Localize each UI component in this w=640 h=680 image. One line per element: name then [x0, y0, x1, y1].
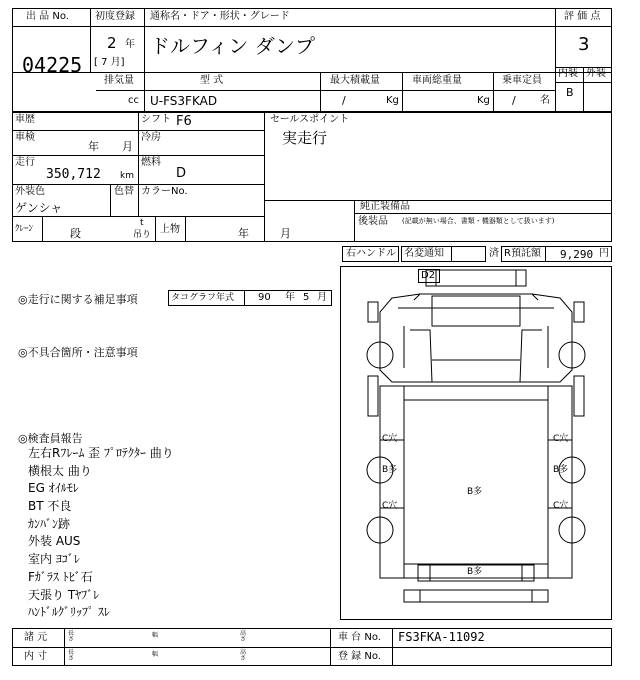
sales-point-value: 実走行 [282, 129, 328, 147]
tachograph-year-unit: 年 [285, 292, 295, 303]
recycle-label: R預託額 [504, 248, 541, 259]
mileage-label: 走行 [15, 157, 35, 168]
displacement-unit: cc [128, 95, 139, 106]
exterior-color-value: ゲンシャ [15, 201, 63, 215]
steering-value: 右ハンドル [346, 248, 396, 259]
shift-value: F6 [176, 114, 192, 129]
inspector-note: BT 不良 [28, 499, 72, 514]
tachograph-label: タコグラフ年式 [171, 293, 235, 303]
name-change-label: 名変通知 [404, 248, 444, 259]
mark-left-rear: C穴 [382, 501, 398, 511]
tachograph-month-unit: 月 [317, 292, 327, 303]
height-label: 高さ [240, 630, 247, 643]
inspection-year-unit: 年 [88, 140, 99, 153]
registration-month: [ 7 月] [94, 57, 125, 68]
color-number-label: カラーNo. [141, 186, 188, 197]
mark-bed: B多 [467, 487, 483, 497]
max-load-value: / [342, 94, 346, 107]
exterior-color-label: 外装色 [15, 186, 45, 197]
registration-year-unit: 年 [125, 39, 135, 50]
fuel-label: 燃料 [141, 157, 161, 168]
inspector-note: ｶﾝﾊﾞﾝ跡 [28, 516, 71, 531]
crane-label: ｸﾚｰﾝ [15, 224, 34, 234]
model-code: U-FS3FKAD [150, 94, 218, 108]
gross-weight-unit: Kg [477, 95, 490, 106]
gross-weight-label: 車両総重量 [412, 75, 462, 86]
mark-left-mid: B多 [382, 465, 398, 475]
genuine-equipment-label: 純正装備品 [360, 201, 410, 212]
recycle-value: 9,290 [560, 248, 594, 261]
interior-grade-label: 内装 [558, 68, 578, 79]
inner-dimensions-label: 内 寸 [24, 651, 48, 662]
crane-ton-unit: t [140, 218, 144, 228]
inspection-label: 車検 [15, 132, 35, 143]
color-change-label: 色替 [114, 186, 134, 197]
lot-number: 04225 [22, 53, 83, 77]
grade-value: 3 [578, 34, 590, 55]
aftermarket-note: (記載が無い場合、書類・機器類として扱います) [402, 217, 555, 225]
grade-label: 評 価 点 [564, 11, 601, 22]
capacity-label: 乗車定員 [502, 75, 542, 86]
capacity-unit: 名 [540, 95, 550, 106]
max-load-label: 最大積載量 [330, 75, 380, 86]
inspector-note: EG ｵｲﾙﾓﾚ [28, 481, 79, 496]
lot-number-label: 出 品 No. [26, 11, 69, 22]
mark-right-front: C穴 [553, 434, 569, 444]
mark-left-front: C穴 [382, 434, 398, 444]
defects-label: ◎不具合箇所・注意事項 [18, 346, 138, 359]
raise-month-unit: 月 [280, 227, 291, 240]
chassis-number-value: FS3FKA-11092 [398, 630, 485, 644]
inspector-note: 天張り Tﾔﾌﾞﾚ [28, 587, 100, 602]
mark-front: D2 [421, 270, 436, 281]
mark-tail: B多 [467, 567, 483, 577]
recycle-unit: 円 [599, 248, 609, 259]
inspector-note: 室内 ﾖｺﾞﾚ [28, 552, 80, 567]
inspector-note: Fｶﾞﾗｽ ﾄﾋﾞ石 [28, 569, 93, 584]
tachograph-year: 90 [258, 292, 271, 303]
raise-label: 上物 [160, 224, 180, 235]
model-code-label: 型 式 [200, 75, 224, 86]
mark-right-mid: B多 [553, 465, 569, 475]
inspector-note: 左右Rﾌﾚｰﾑ 歪 ﾌﾟﾛﾃｸﾀｰ 曲り [28, 446, 174, 460]
sales-point-label: セールスポイント [270, 114, 350, 125]
aftermarket-label: 後装品 [358, 216, 388, 227]
length-label: 長さ [68, 630, 75, 643]
displacement-label: 排気量 [104, 75, 134, 86]
history-label: 車歴 [15, 114, 35, 125]
inspector-note: ﾊﾝﾄﾞﾙｸﾞﾘｯﾌﾟ ｽﾚ [28, 605, 110, 620]
inner-width-label: 幅 [152, 651, 159, 658]
shift-label: シフト [141, 114, 171, 125]
registration-number-label: 登 録 No. [338, 651, 381, 662]
inspection-month-unit: 月 [122, 140, 133, 153]
tachograph-month: 5 [303, 292, 310, 303]
ac-label: 冷房 [141, 132, 161, 143]
mark-right-rear: C穴 [553, 501, 569, 511]
width-label: 幅 [152, 632, 159, 639]
crane-hoist-unit: 吊り [133, 230, 152, 240]
registration-year: 2 [107, 34, 117, 52]
inner-length-label: 長さ [68, 649, 75, 662]
crane-stage-unit: 段 [70, 227, 81, 240]
chassis-number-label: 車 台 No. [338, 632, 381, 643]
inspector-report-label: ◎検査員報告 [18, 432, 83, 445]
mileage-unit: km [120, 171, 134, 181]
driving-notes-label: ◎走行に関する補足事項 [18, 293, 138, 306]
raise-year-unit: 年 [238, 227, 249, 240]
model-name: ドルフィン ダンプ [150, 34, 315, 58]
fuel-value: D [176, 166, 187, 181]
mileage-value: 350,712 [46, 167, 101, 182]
inspector-note: 外装 AUS [28, 534, 81, 549]
tax-status: 済 [489, 248, 499, 259]
max-load-unit: Kg [386, 95, 399, 106]
inner-height-label: 高さ [240, 649, 247, 662]
dimensions-label: 諸 元 [24, 632, 48, 643]
inspector-note: 横根太 曲り [28, 463, 92, 478]
interior-grade-value: B [566, 86, 574, 99]
exterior-grade-label: 外装 [586, 68, 606, 79]
model-name-label: 通称名・ドア・形状・グレード [150, 11, 290, 22]
capacity-value: / [512, 94, 516, 107]
first-registration-label: 初度登録 [95, 11, 135, 22]
